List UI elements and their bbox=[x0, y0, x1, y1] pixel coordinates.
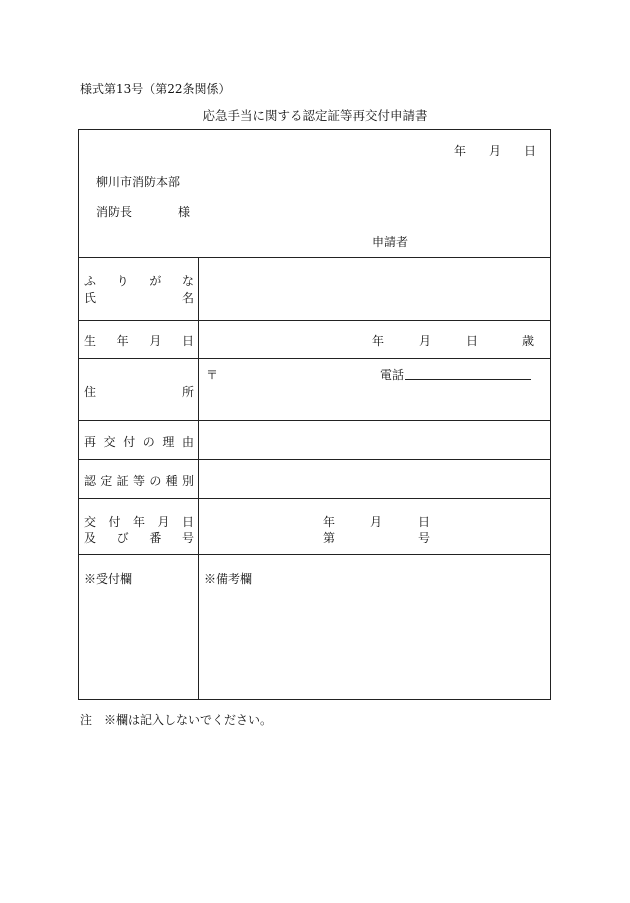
name-label bbox=[84, 289, 194, 306]
issue-year-label: 年 bbox=[323, 515, 336, 529]
issue-month-label: 月 bbox=[370, 515, 383, 529]
reason-char: 再 bbox=[84, 435, 97, 449]
cert-type-char: 認 bbox=[84, 474, 97, 488]
birthdate-char: 月 bbox=[149, 334, 162, 348]
name-char: 氏 bbox=[84, 291, 97, 305]
phone-underline bbox=[405, 379, 531, 380]
issue-date-char: 日 bbox=[181, 515, 194, 529]
reissue-reason-label bbox=[84, 433, 194, 450]
birthdate-char: 年 bbox=[116, 334, 129, 348]
form-number: 様式第13号（第22条関係） bbox=[80, 82, 231, 96]
address-char: 所 bbox=[181, 385, 194, 399]
furigana-char: ふ bbox=[84, 274, 97, 288]
row-divider bbox=[78, 554, 551, 555]
issue-number-prefix: 第 bbox=[323, 531, 336, 545]
cert-type-char: 種 bbox=[165, 474, 178, 488]
certificate-type-label bbox=[84, 472, 194, 489]
phone-label: 電話 bbox=[380, 368, 405, 382]
furigana-char: な bbox=[181, 274, 194, 288]
recipient-office: 柳川市消防本部 bbox=[96, 175, 181, 189]
issue-date-char: 交 bbox=[84, 515, 97, 529]
row-divider bbox=[78, 358, 551, 359]
reason-char: 付 bbox=[123, 435, 136, 449]
birthdate-char: 日 bbox=[181, 334, 194, 348]
reason-char: 交 bbox=[103, 435, 116, 449]
issue-number-char: 番 bbox=[149, 531, 162, 545]
row-divider bbox=[78, 320, 551, 321]
name-char: 名 bbox=[181, 291, 194, 305]
cert-type-char: 証 bbox=[116, 474, 129, 488]
issue-date-char: 年 bbox=[132, 515, 145, 529]
issue-number-label bbox=[84, 529, 194, 546]
cert-type-char: 別 bbox=[181, 474, 194, 488]
furigana-char: が bbox=[149, 274, 162, 288]
issue-date-char: 月 bbox=[157, 515, 170, 529]
reason-char: の bbox=[142, 435, 155, 449]
birthdate-label bbox=[84, 332, 194, 349]
birth-month-label: 月 bbox=[419, 334, 432, 348]
footer-note: 注 ※欄は記入しないでください。 bbox=[80, 713, 273, 727]
reception-label: ※受付欄 bbox=[84, 572, 133, 586]
issue-date-char: 付 bbox=[108, 515, 121, 529]
row-divider bbox=[78, 257, 551, 258]
issue-number-char: び bbox=[116, 531, 129, 545]
form-table bbox=[78, 129, 551, 700]
recipient-honorific: 様 bbox=[178, 205, 191, 219]
header-date-day: 日 bbox=[524, 144, 537, 158]
cert-type-char: 定 bbox=[100, 474, 113, 488]
postal-mark: 〒 bbox=[206, 368, 219, 382]
birth-year-label: 年 bbox=[372, 334, 385, 348]
age-label: 歳 bbox=[522, 334, 535, 348]
reason-char: 理 bbox=[162, 435, 175, 449]
address-char: 住 bbox=[84, 385, 97, 399]
row-divider bbox=[78, 420, 551, 421]
birthdate-char: 生 bbox=[84, 334, 97, 348]
issue-number-suffix: 号 bbox=[418, 531, 431, 545]
row-divider bbox=[78, 459, 551, 460]
address-label bbox=[84, 383, 194, 400]
issue-number-char: 号 bbox=[181, 531, 194, 545]
remarks-label: ※備考欄 bbox=[204, 572, 253, 586]
recipient-chief: 消防長 bbox=[96, 205, 133, 219]
document-title: 応急手当に関する認定証等再交付申請書 bbox=[202, 108, 428, 123]
issue-number-char: 及 bbox=[84, 531, 97, 545]
applicant-label: 申請者 bbox=[372, 235, 409, 249]
cert-type-char: 等 bbox=[132, 474, 145, 488]
issue-date-label bbox=[84, 513, 194, 530]
furigana-char: り bbox=[116, 274, 129, 288]
cert-type-char: の bbox=[149, 474, 162, 488]
column-divider bbox=[198, 257, 199, 700]
issue-day-label: 日 bbox=[418, 515, 431, 529]
row-divider bbox=[78, 498, 551, 499]
birth-day-label: 日 bbox=[466, 334, 479, 348]
furigana-label bbox=[84, 272, 194, 289]
header-date-month: 月 bbox=[489, 144, 502, 158]
header-date-year: 年 bbox=[454, 144, 467, 158]
reason-char: 由 bbox=[181, 435, 194, 449]
